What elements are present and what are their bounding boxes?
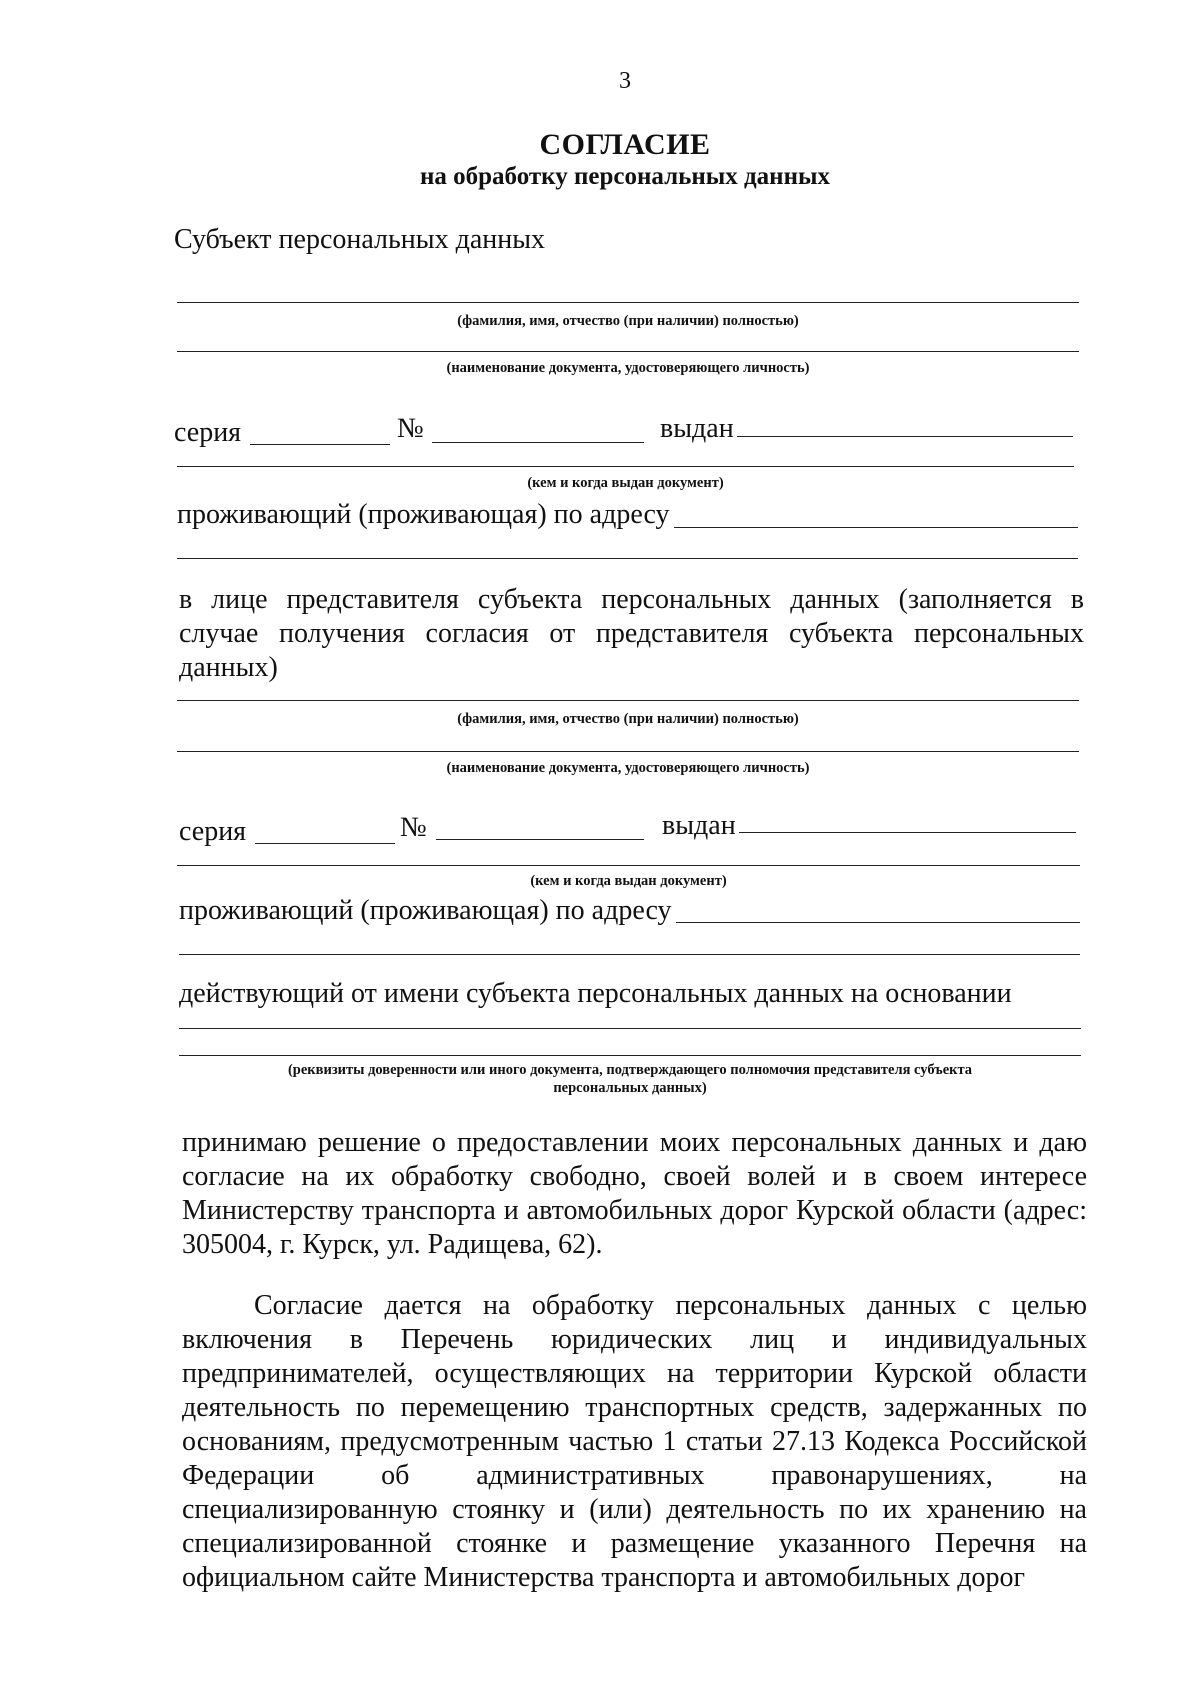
rep-name-line[interactable] xyxy=(177,700,1079,701)
rep-basis-line2[interactable] xyxy=(179,1055,1081,1056)
rep-address-line2[interactable] xyxy=(179,954,1080,955)
rep-number-label: № xyxy=(400,812,427,843)
document-title: СОГЛАСИЕ xyxy=(539,128,711,161)
rep-address-label: проживающий (проживающая) по адресу xyxy=(179,895,672,926)
subject-issued-line[interactable] xyxy=(177,466,1074,467)
subject-address-label: проживающий (проживающая) по адресу xyxy=(177,499,670,530)
subject-address-line2[interactable] xyxy=(177,558,1078,559)
rep-doc-line[interactable] xyxy=(177,751,1079,752)
purpose-paragraph: Согласие дается на обработку персональных данных с целью включения в Перечень юридических лиц и индивидуальных предпринимателей, осуществляющих на территории Курской области деятельность по перемещению транспортных средств, задержанных по основаниям, предусмотренным частью 1 статьи 27.13 Кодекса Российской Федерации об административных правонарушениях, на специализированную стоянку и (или) деятельность по их хранению на специализированной стоянке и размещение указанного Перечня на официальном сайте Министерства транспорта и автомобильных дорог xyxy=(182,1290,1087,1593)
rep-issued-caption: (кем и когда выдан документ) xyxy=(530,873,727,889)
representative-intro: в лице представителя субъекта персональных данных (заполняется в случае получения согласия от представителя субъекта персональных данных) xyxy=(179,584,1084,683)
rep-series-field[interactable] xyxy=(255,843,395,844)
subject-number-label: № xyxy=(397,413,424,444)
rep-basis-label: действующий от имени субъекта персональных данных на основании xyxy=(179,978,1012,1009)
subject-issued-field[interactable] xyxy=(737,436,1073,437)
subject-series-label: серия xyxy=(174,417,242,448)
subject-name-line[interactable] xyxy=(177,302,1079,303)
subject-address-field[interactable] xyxy=(674,527,1078,528)
subject-issued-label: выдан xyxy=(660,413,734,444)
subject-number-field[interactable] xyxy=(432,442,644,443)
rep-basis-caption-1: (реквизиты доверенности или иного документа, подтверждающего полномочия представителя субъекта xyxy=(287,1062,973,1078)
rep-name-caption: (фамилия, имя, отчество (при наличии) полностью) xyxy=(457,711,799,727)
consent-statement: принимаю решение о предоставлении моих персональных данных и даю согласие на их обработку свободно, своей волей и в своем интересе Министерству транспорта и автомобильных дорог Курской области (адрес: 305004, г. Курск, ул. Радищева, 62). xyxy=(182,1127,1087,1260)
subject-doc-caption: (наименование документа, удостоверяющего личность) xyxy=(446,360,810,376)
document-subtitle: на обработку персональных данных xyxy=(420,163,830,190)
rep-basis-line1[interactable] xyxy=(179,1028,1081,1029)
subject-series-field[interactable] xyxy=(250,444,390,445)
subject-doc-line[interactable] xyxy=(177,351,1079,352)
rep-number-field[interactable] xyxy=(436,839,644,840)
page-number: 3 xyxy=(619,68,631,94)
rep-doc-caption: (наименование документа, удостоверяющего личность) xyxy=(446,760,810,776)
rep-series-label: серия xyxy=(179,816,247,847)
rep-issued-field[interactable] xyxy=(739,832,1076,833)
rep-basis-caption-2: персональных данных) xyxy=(553,1080,707,1096)
subject-name-caption: (фамилия, имя, отчество (при наличии) полностью) xyxy=(457,313,799,329)
rep-issued-line[interactable] xyxy=(177,865,1080,866)
subject-issued-caption: (кем и когда выдан документ) xyxy=(527,475,724,491)
subject-heading: Субъект персональных данных xyxy=(174,224,546,255)
rep-issued-label: выдан xyxy=(662,810,736,841)
rep-address-field[interactable] xyxy=(676,922,1080,923)
